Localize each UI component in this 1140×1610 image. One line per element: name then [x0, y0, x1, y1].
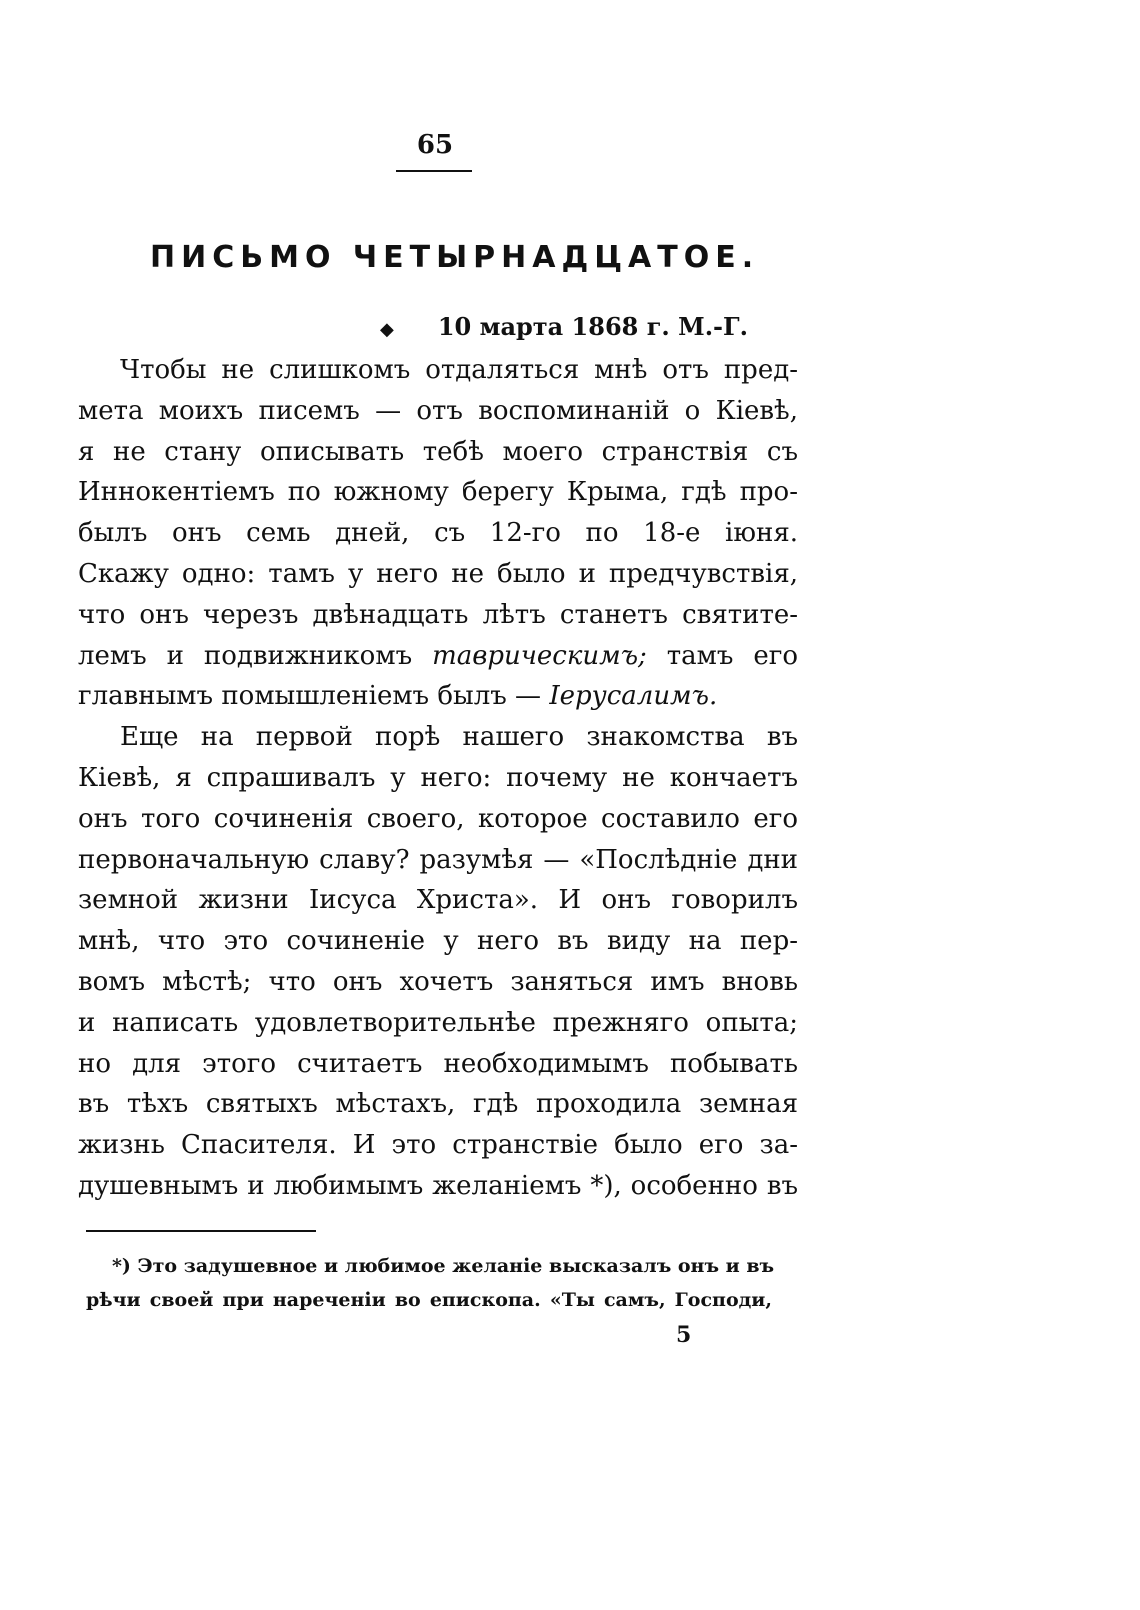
body-line: онъ того сочиненія своего, которое составило его — [78, 803, 798, 834]
body-line: душевнымъ и любимымъ желаніемъ *), особенно въ — [78, 1170, 798, 1201]
body-line: Скажу одно: тамъ у него не было и предчувствія, — [78, 558, 798, 589]
body-line: Кіевѣ, я спрашивалъ у него: почему не кончаетъ — [78, 762, 798, 793]
signature-mark: 5 — [676, 1322, 692, 1348]
body-line: но для этого считаетъ необходимымъ побывать — [78, 1048, 798, 1079]
body-line: мнѣ, что это сочиненіе у него въ виду на пер- — [78, 926, 798, 957]
body-line-part: лемъ и подвижникомъ — [78, 640, 433, 671]
letter-title: ПИСЬМО ЧЕТЫРНАДЦАТОЕ. — [150, 240, 760, 275]
body-line — [78, 676, 798, 717]
body-line: вомъ мѣстѣ; что онъ хочетъ заняться имъ вновь — [78, 966, 798, 997]
body-line: Еще на первой порѣ нашего знакомства въ — [120, 722, 798, 753]
footnote-line: *) Это задушевное и любимое желаніе высказалъ онъ и въ — [112, 1255, 775, 1277]
dateline — [380, 312, 760, 341]
body-line: мета моихъ писемъ — отъ воспоминаній о Кіевѣ, — [78, 395, 798, 426]
dateline-mark: ◆ — [380, 319, 394, 340]
body-line-part: главнымъ помышленіемъ былъ — — [78, 681, 550, 712]
footnote-line: рѣчи своей при нареченіи во епископа. «Ты самъ, Господи, — [86, 1289, 772, 1311]
body-line: что онъ черезъ двѣнадцать лѣтъ станетъ святите- — [78, 599, 798, 630]
body-line: былъ онъ семь дней, съ 12-го по 18-е іюня. — [78, 518, 798, 549]
body-line: первоначальную славу? разумѣя — «Послѣдніе дни — [78, 844, 798, 875]
page-number-rule — [396, 170, 472, 172]
body-line: я не стану описывать тебѣ моего странствія съ — [78, 436, 798, 467]
body-line: Чтобы не слишкомъ отдаляться мнѣ отъ пред- — [120, 355, 798, 385]
body-line-italic: Іерусалимъ. — [549, 681, 718, 712]
dateline-text: 10 марта 1868 г. М.-Г. — [437, 312, 748, 341]
body-line — [78, 636, 798, 677]
body-line: Иннокентіемъ по южному берегу Крыма, гдѣ про- — [78, 477, 798, 508]
body-line: жизнь Спасителя. И это странствіе было его за- — [78, 1130, 798, 1161]
body-line-part: тамъ его — [646, 640, 798, 671]
body-line: земной жизни Іисуса Христа». И онъ говорилъ — [78, 885, 798, 916]
body-line: и написать удовлетворительнѣе прежняго опыта; — [78, 1007, 798, 1038]
body-line-italic: таврическимъ; — [432, 640, 647, 671]
footnote-rule — [86, 1230, 316, 1232]
body-line: въ тѣхъ святыхъ мѣстахъ, гдѣ проходила земная — [78, 1089, 798, 1120]
body-text — [78, 350, 798, 1207]
footnote — [86, 1249, 775, 1317]
page-number: 65 — [416, 130, 454, 160]
